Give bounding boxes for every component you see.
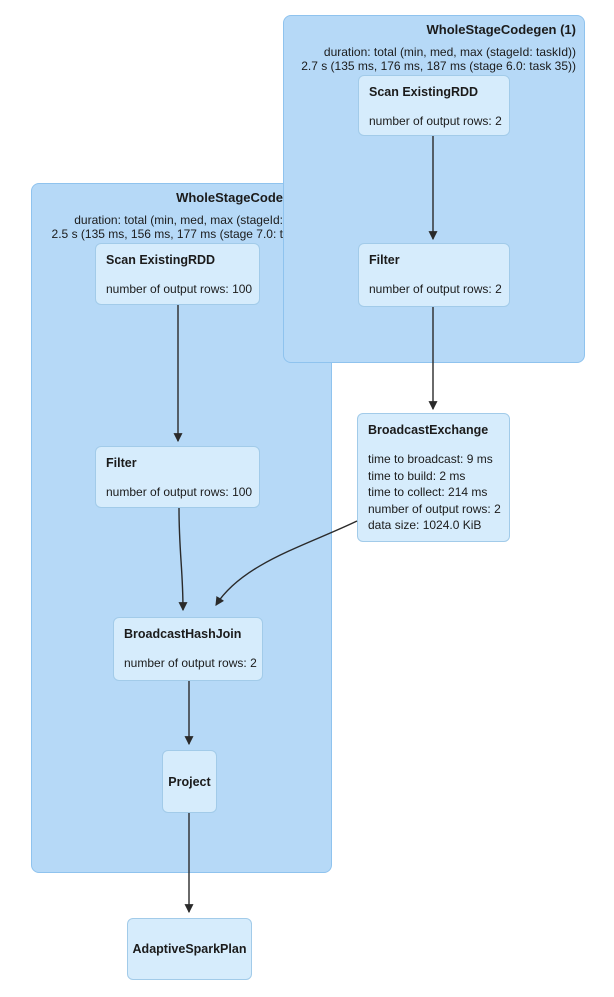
plan-node-filter-2[interactable] (95, 446, 260, 508)
node-metrics (369, 113, 502, 130)
plan-node-adaptivesparkplan[interactable] (127, 918, 252, 980)
node-title: Filter (106, 456, 137, 470)
plan-node-scan-existingrdd-1[interactable] (358, 75, 510, 136)
cluster-label-clip (32, 184, 283, 241)
node-metric: number of output rows: 2 (369, 282, 502, 296)
node-metric: time to build: 2 ms (368, 468, 466, 483)
plan-node-filter-1[interactable] (358, 243, 510, 307)
node-title: Filter (369, 253, 400, 267)
node-metrics (106, 484, 253, 501)
cluster-title: WholeStageCodegen (1) (426, 22, 576, 37)
cluster-duration-line2: 2.7 s (135 ms, 176 ms, 187 ms (stage 6.0: task 35)) (301, 59, 576, 73)
node-metric: time to broadcast: 9 ms (368, 452, 493, 466)
cluster-duration (284, 45, 576, 73)
node-metric: number of output rows: 100 (106, 485, 253, 499)
node-metric: time to collect: 214 ms (368, 485, 488, 499)
cluster-duration-line1: duration: total (min, med, max (stageId: (74, 213, 283, 227)
cluster-title: WholeStageCode (176, 190, 283, 205)
cluster-wholestagecodegen-1 (283, 15, 585, 363)
node-metric: number of output rows: 2 (124, 656, 257, 670)
node-title: BroadcastExchange (368, 423, 489, 437)
node-metrics (369, 281, 502, 298)
plan-node-scan-existingrdd-2[interactable] (95, 243, 260, 305)
plan-node-broadcasthashjoin[interactable] (113, 617, 263, 681)
node-metrics (124, 655, 257, 672)
node-metrics (368, 451, 499, 534)
plan-node-broadcastexchange[interactable] (357, 413, 510, 542)
cluster-duration (32, 213, 283, 241)
node-title: Project (168, 774, 211, 789)
node-metric: number of output rows: 2 (369, 114, 502, 128)
plan-node-project[interactable] (162, 750, 217, 813)
node-title: BroadcastHashJoin (124, 627, 242, 641)
node-metrics (106, 281, 253, 298)
node-title: AdaptiveSparkPlan (132, 942, 247, 956)
node-metric: number of output rows: 2 (368, 501, 501, 516)
node-metric: data size: 1024.0 KiB (368, 518, 482, 532)
cluster-duration-line1: duration: total (min, med, max (stageId: taskId)) (323, 45, 576, 59)
node-title: Scan ExistingRDD (369, 85, 479, 99)
cluster-duration-line2: 2.5 s (135 ms, 156 ms, 177 ms (stage 7.0: t (51, 227, 283, 241)
node-title: Scan ExistingRDD (106, 253, 216, 267)
node-metric: number of output rows: 100 (106, 282, 253, 296)
